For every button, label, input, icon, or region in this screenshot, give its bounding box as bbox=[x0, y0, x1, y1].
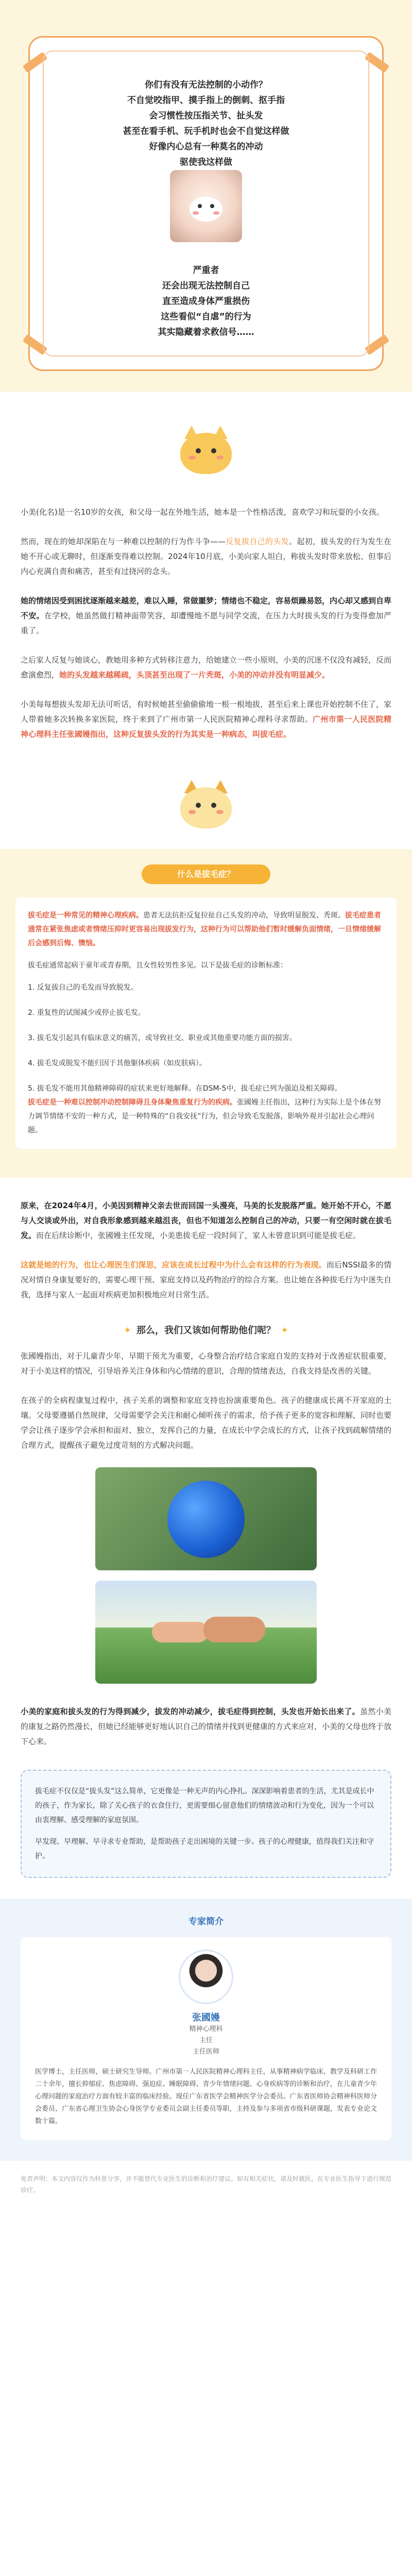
hero-line: 好像内心总有一种莫名的冲动 bbox=[149, 142, 263, 152]
section-heading: ✦ 那么，我们又该如何帮助他们呢？ ✦ bbox=[123, 1325, 289, 1336]
intro-paragraph: 小美每每想拔头发却无法可听话，有时候她甚至偷偷偷地一根一根地拔，甚至后来上课也开始控制不住了，家人带着她多次转换多家医院，终于来到了广州市第一人民医院精神心理科寻求帮助。广州市第一人民医院精神心理科主任张國嫚指出，这种反复拔头发的行为其实是一种病态，叫拔毛症。 bbox=[21, 700, 392, 739]
hero-question-text bbox=[0, 77, 412, 170]
hero-line: 甚至在看手机、玩手机时也会不自觉这样做 bbox=[123, 126, 289, 137]
story-paragraph: 这就是她的行为，也让心理医生们深思，应该在成长过程中为什么会有这样的行为表现。而后NSSI最多的情况对情自身康复要好的，需要心理干预、家庭支持以及药物治疗的综合方案。也让她在各种拔毛行为中迷失自我，选择与家人一起面对疾病更加积极地应对日常生活。 bbox=[21, 1260, 392, 1299]
closing-quote-box: 拔毛症不仅仅是“拔头发”这么简单，它更像是一种无声的内心挣扎。深深影响着患者的生活，尤其是成长中的孩子，作为家长，除了关心孩子的衣食住行，更需要细心留意他们的情绪波动和行为变化，因为一个可以由衷理解、感受理解的家庭氛围。 早发现、早理解、早寻求专业帮助，是帮助孩子走出困境的关键一步。孩子的心理健康，值得我们关注和守护。 bbox=[21, 1770, 391, 1878]
highlight-text: 这就是她的行为，也让心理医生们深思，应该在成长过程中为什么会有这样的行为表现。 bbox=[21, 1260, 327, 1269]
disclaimer: 免责声明：本文内容仅作为科普分享，并不能替代专业医生的诊断和治疗建议。如有相关症状，请及时就医，在专业医生指导下进行规范诊疗。 bbox=[21, 2175, 392, 2194]
highlight-text: 广州市第一人民医院精神心理科主任张國嫚指出，这种反复拔头发的行为其实是一种病态，叫拔毛症。 bbox=[21, 715, 391, 739]
hero-line: 这些看似“自虐”的行为 bbox=[161, 312, 251, 322]
expert-name: 张國嫚 bbox=[192, 2012, 220, 2023]
hero-warning-text bbox=[0, 263, 412, 340]
hero-line: 不自觉咬指甲、摸手指上的倒刺、抠手指 bbox=[127, 95, 285, 106]
star-icon: ✦ bbox=[281, 1325, 289, 1336]
list-item: 3. 拔毛发引起具有临床意义的痛苦，或导致社交、职业或其他重要功能方面的损害。 bbox=[28, 1034, 297, 1042]
definition-card: 拔毛症是一种常见的精神心理疾病。患者无法抗拒反复拉扯自己头发的冲动，导致明显脱发、秃斑。拔毛症患者通常在紧张焦虑或者情绪压抑时更容易出现拔发行为，这种行为可以帮助他们暂时缓解负面情绪，一旦情绪缓解后会感到后悔、懊恼。 拔毛症通常起病于童年或青春期，且女性较男性多见。以下是拔毛症的诊断标准： 1. 反复拔自己的毛发而导致脱发。 2. 重复性的试图减少或停止拔毛发。 3. 拔毛发引起具有临床意义的痛苦，或导致社交、职业或其他重要功能方面的损害。 4. 拔毛发或脱发不能归因于其他躯体疾病（如皮肤病）。 5. 拔毛发不能用其他精神障碍的症状来更好地解释。在DSM-5中，拔毛症已列为强迫及相关障碍。 拔毛症是一种难以控制冲动控制障碍且身体聚焦重复行为的疾病。张國嫚主任指出，这种行为实际上是个体在努力调节情绪不安的一种方式，是一种特殊的“自我安抚”行为，但会导致毛发脱落，影响外观并引起社会心理问题。 bbox=[15, 897, 397, 1149]
cat-mascot-icon bbox=[175, 422, 237, 474]
list-item: 1. 反复拔自己的毛发而导致脱发。 bbox=[28, 984, 138, 992]
hero-line: 直至造成身体严重损伤 bbox=[162, 296, 250, 307]
star-icon: ✦ bbox=[123, 1325, 131, 1336]
intro-paragraph: 小美(化名)是一名10岁的女孩，和父母一起在外地生活，她本是一个性格活泼，喜欢学习和玩耍的小女孩。 bbox=[21, 507, 384, 517]
worried-character-image bbox=[170, 170, 242, 242]
mascot-area bbox=[0, 392, 412, 505]
diagnosis-criteria-list bbox=[28, 981, 384, 1096]
expert-card bbox=[21, 1937, 391, 2140]
expert-bio: 医学博士，主任医师，硕士研究生导师。广州市第一人民医院精神心理科主任，从事精神病学临床、教学及科研工作二十余年，擅长抑郁症、焦虑障碍、强迫症、睡眠障碍、青少年情绪问题、心身疾病等的诊断和治疗，在儿童青少年心理问题的家庭治疗方面有较丰富的临床经验。现任广东省医学会精神医学分会委员、广东省医师协会精神科医师分会委员、广东省心理卫生协会心身医学专业委员会副主任委员等职，主持及参与多项省市级科研课题，发表专业论文数十篇。 bbox=[35, 2068, 377, 2125]
section-pill-title: 什么是拔毛症？ bbox=[142, 865, 270, 884]
intro-paragraph: 之后家人反复与她谈心，教她用多种方式转移注意力，给她建立一些小原则，小美的沉迷不仅没有减轻，反而愈演愈烈，她的头发越来越稀疏，头顶甚至出现了一片秃斑，小美的冲动并没有明显减少。 bbox=[21, 655, 392, 680]
list-item: 4. 拔毛发或脱发不能归因于其他躯体疾病（如皮肤病）。 bbox=[28, 1059, 207, 1067]
list-item: 5. 拔毛发不能用其他精神障碍的症状来更好地解释。在DSM-5中，拔毛症已列为强迫及相关障碍。 bbox=[28, 1084, 342, 1093]
hero-line: 其实隐藏着求救信号…… bbox=[158, 327, 254, 337]
stress-ball-photo bbox=[95, 1467, 317, 1570]
hero-line: 会习惯性按压指关节、扯头发 bbox=[149, 111, 263, 121]
highlight-text: 反复拔自己的头发 bbox=[225, 537, 289, 546]
hero-card bbox=[0, 0, 412, 392]
story-paragraph: 原来，在2024年4月，小美因到精神父亲去世而回国一头漫亮，马美的长发脱落严重。她开始不开心，不愿与人交谈或外出，对自我形象感到越来越沮丧，但也不知道怎么控制自己的冲动，只要一有空闲时就在拔毛发。而在后续诊断中，张國嫚主任发现，小美患拔毛症一段时间了，家人未曾意识到可能是拔毛症。 bbox=[21, 1201, 391, 1240]
mascot-area bbox=[0, 756, 412, 849]
expert-heading: 专家简介 bbox=[188, 1917, 224, 1927]
advice-paragraph: 小美的家庭和拔头发的行为得到减少，拔发的冲动减少，拔毛症得到控制，头发也开始长出来了。虽然小美的康复之路仍然漫长，但她已经能够更好地认识自己的情绪并找到更健康的方式来应对，小美的父母也终于放下心来。 bbox=[21, 1707, 392, 1746]
advice-paragraph: 张國嫚指出，对于儿童青少年，早期干预尤为重要，心身整合治疗结合家庭自发的支持对于改善症状很重要，对于小美这样的情况，引导培养关注身体和内心情绪的意识，合理的情绪表达，自我支持是改善的关键。 bbox=[21, 1351, 392, 1376]
advice-paragraph: 在孩子的全病程康复过程中，孩子关系的调整和家庭支持也扮演重要角色。孩子的健康成长离不开家庭的土壤。父母要遵循自然规律，父母需要学会关注和耐心倾听孩子的需求，给予孩子更多的宽容和理解，同时也要学会让孩子逐步学会承担和面对、独立，发挥自己的力量，在成长中学会成长的方式，让孩子找到疏解情绪的合理方式，提醒孩子避免过度苛刻的方式解决问题。 bbox=[21, 1396, 392, 1450]
definition-panel bbox=[0, 849, 412, 1178]
expert-section bbox=[0, 1899, 412, 2161]
cat-mascot-icon bbox=[175, 777, 237, 828]
hero-line: 严重者 bbox=[193, 265, 219, 276]
hero-line: 驱使我这样做 bbox=[180, 157, 232, 167]
intro-paragraph: 然而，现在的她却深陷在与一种难以控制的行为作斗争——反复拔自己的头发。起初，拔头发的行为发生在她不开心或无聊时，但逐渐变得难以控制。2024年10月底，小美向家人坦白，称拔头发时带来放松、但事后内心充满自责和痛苦，甚至有过挠河的念头。 bbox=[21, 537, 391, 576]
highlight-text: 她的头发越来越稀疏，头顶甚至出现了一片秃斑，小美的冲动并没有明显减少。 bbox=[59, 670, 330, 680]
intro-paragraph: 她的情绪因受到困扰逐渐越来越差，难以入睡，常做噩梦；情绪也不稳定，容易烦躁易怒，内心却又感到自卑不安。在学校，她虽然做打精神面带笑容，却遭慢地不愿与同学交流，在压力大时拔头发的行为变得愈加严重了。 bbox=[21, 596, 392, 635]
hero-line: 还会出现无法控制自己 bbox=[162, 281, 250, 291]
expert-title: 主任医师 bbox=[192, 2048, 219, 2056]
holding-hands-photo bbox=[95, 1581, 317, 1684]
expert-dept: 精神心理科 bbox=[189, 2025, 223, 2033]
hero-line: 你们有没有无法控制的小动作？ bbox=[145, 80, 267, 90]
expert-title: 主任 bbox=[199, 2037, 213, 2044]
doctor-avatar bbox=[179, 1950, 233, 2004]
list-item: 2. 重复性的试图减少或停止拔毛发。 bbox=[28, 1009, 145, 1017]
